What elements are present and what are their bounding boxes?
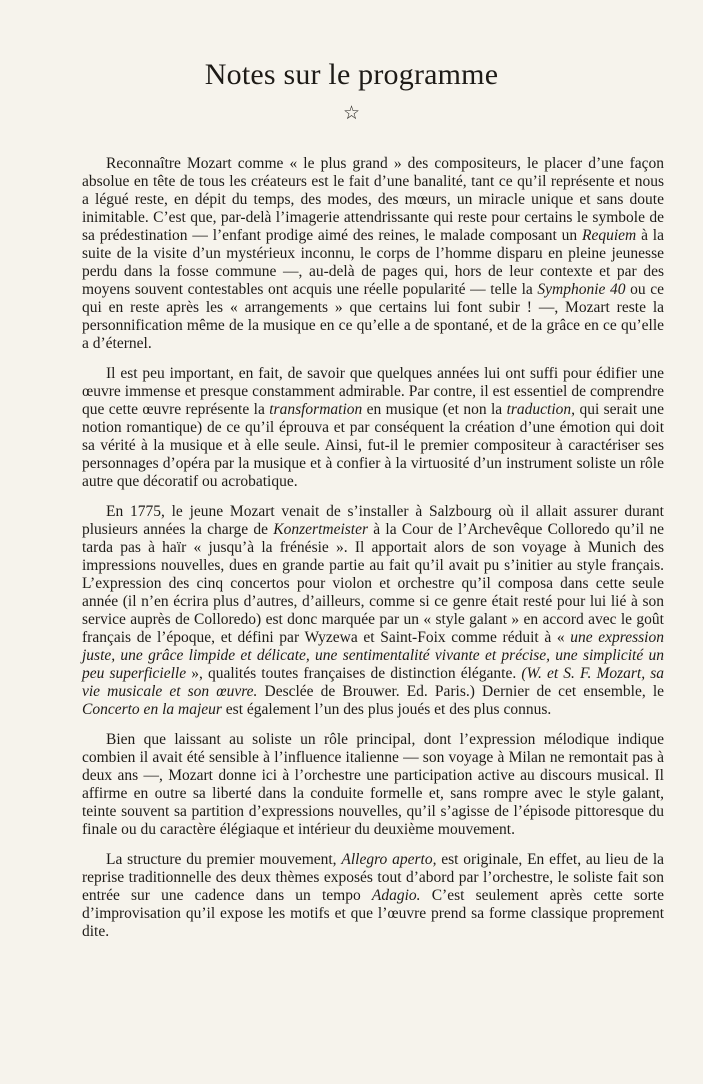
article-body [82, 155, 664, 953]
italic-text: Symphonie 40 [537, 281, 626, 298]
italic-text: une expression juste, une grâce limpide et délicate, une sentimentalité vivante et précise, une simplicité un peu superficielle [82, 629, 664, 682]
italic-text: Adagio. [371, 887, 421, 904]
italic-text: Allegro aperto, [341, 851, 437, 868]
italic-text: transformation [269, 401, 363, 418]
paragraph: En 1775, le jeune Mozart venait de s’installer à Salzbourg où il allait assurer durant plusieurs années la charge de Konzertmeister à la Cour de l’Archevêque Colloredo qu’il ne tarda pas à haïr « jusqu’à la frénésie ». Il apportait alors de son voyage à Munich des impressions nouvelles, dues en grande partie au fait qu’il avait pu s’initier au style français. L’expression des cinq concertos pour violon et orchestre qu’il composa dans cette seule année (il n’en écrira plus d’autres, d’ailleurs, comme si ce genre était resté pour lui lié à son service auprès de Colloredo) est donc marquée par un « style galant » en accord avec le goût français de l’époque, et défini par Wyzewa et Saint-Foix comme réduit à « une expression juste, une grâce limpide et délicate, une sentimentalité vivante et précise, une simplicité un peu superficielle », qualités toutes françaises de distinction élégante. (W. et S. F. Mozart, sa vie musicale et son œuvre. Desclée de Brouwer. Ed. Paris.) Dernier de cet ensemble, le Concerto en la majeur est également l’un des plus joués et des plus connus. [82, 503, 665, 718]
italic-text: (W. et S. F. Mozart, sa vie musicale et son œuvre. [82, 665, 665, 700]
italic-text: Requiem [582, 227, 637, 244]
paragraph: Il est peu important, en fait, de savoir que quelques années lui ont suffi pour édifier une œuvre immense et presque constamment admirable. Par contre, il est essentiel de comprendre que cette œuvre représente la transformation en musique (et non la traduction, qui serait une notion romantique) de ce qu’il éprouva et par conséquent la création d’une émotion qui doit sa vérité à la musique et à elle seule. Ainsi, fut-il le premier compositeur à caractériser ses personnages d’opéra par la musique et à confier à la virtuosité d’un instrument soliste un rôle autre que décoratif ou acrobatique. [82, 365, 664, 490]
paragraph: Reconnaître Mozart comme « le plus grand » des compositeurs, le placer d’une façon absolue en tête de tous les créateurs est le fait d’une banalité, tant ce qu’il représente et nous a légué reste, en dépit du temps, des modes, des mœurs, un miracle unique et sans doute inimitable. C’est que, par-delà l’imagerie attendrissante qui reste pour certains le symbole de sa prédestination — l’enfant prodige aimé des reines, le malade composant un Requiem à la suite de la visite d’un mystérieux inconnu, le corps de l’homme disparu en pleine jeunesse perdu dans la fosse commune —, au-delà de pages qui, hors de leur contexte et par des moyens souvent contestables ont acquis une réelle popularité — telle la Symphonie 40 ou ce qui en reste après les « arrangements » que certains lui font subir ! —, Mozart reste la personnification même de la musique en ce qu’elle a de spontané, et de la grâce en ce qu’elle a d’éternel. [82, 155, 665, 352]
italic-text: traduction, [506, 401, 576, 418]
paragraph: La structure du premier mouvement, Allegro aperto, est originale, En effet, au lieu de la reprise traditionnelle des deux thèmes exposés tout d’abord par l’orchestre, le soliste fait son entrée sur une cadence dans un tempo Adagio. C’est seulement après cette sorte d’improvisation qu’il expose les motifs et que l’œuvre prend sa forme classique proprement dite. [82, 851, 664, 940]
page-title: Notes sur le programme [204, 58, 499, 91]
star-ornament-icon: ☆ [342, 103, 361, 124]
paragraph: Bien que laissant au soliste un rôle principal, dont l’expression mélodique indique combien il avait été sensible à l’influence italienne — son voyage à Milan ne remontait pas à deux ans —, Mozart donne ici à l’orchestre une participation active au discours musical. Il affirme en outre sa liberté dans la conduite formelle et, sans rompre avec le style galant, teinte souvent sa partition d’expressions nouvelles, qu’il s’agisse de l’épisode pittoresque du finale ou du caractère élégiaque et intérieur du deuxième mouvement. [82, 731, 664, 838]
italic-text: Concerto en la majeur [82, 701, 222, 718]
italic-text: Konzertmeister [273, 521, 368, 538]
